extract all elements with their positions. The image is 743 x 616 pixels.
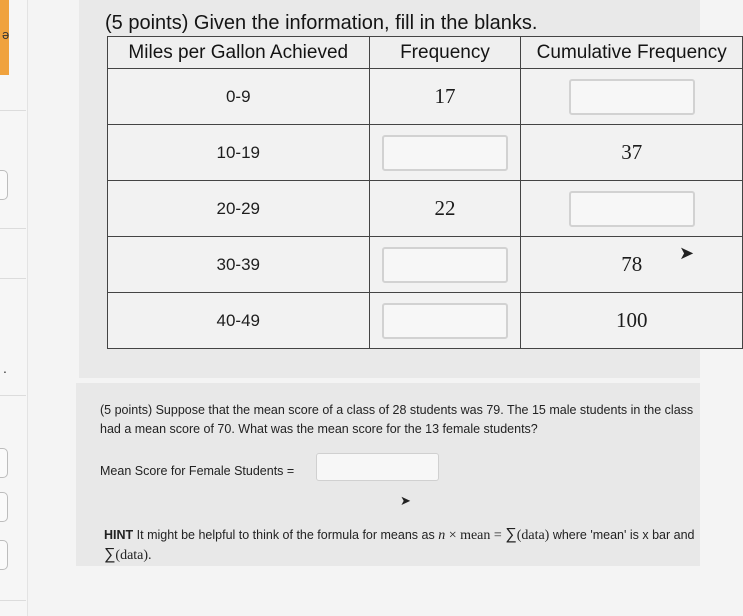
range-cell: 10-19 bbox=[216, 142, 260, 162]
table-header-row bbox=[108, 37, 743, 69]
question-2-text: (5 points) Suppose that the mean score of a class of 28 students was 79. The 15 male students in the class had a mean score of 70. What was the mean score for the 13 female students? bbox=[100, 403, 694, 436]
header-cumulative: Cumulative Frequency bbox=[521, 37, 743, 69]
frequency-input[interactable] bbox=[382, 303, 508, 339]
frequency-input[interactable] bbox=[382, 247, 508, 283]
mean-score-input[interactable] bbox=[316, 453, 439, 481]
side-dot: . bbox=[3, 360, 7, 376]
side-divider bbox=[0, 228, 26, 229]
hint-label: HINT bbox=[104, 528, 134, 542]
mean-score-label: Mean Score for Female Students = bbox=[100, 464, 295, 478]
range-cell: 0-9 bbox=[225, 86, 251, 106]
mouse-cursor-icon: ➤ bbox=[679, 243, 695, 263]
table-row bbox=[108, 125, 743, 181]
header-mpg: Miles per Gallon Achieved bbox=[108, 37, 370, 69]
mouse-cursor-icon: ➤ bbox=[400, 493, 411, 508]
side-handle[interactable] bbox=[0, 492, 8, 522]
side-glyph: ə bbox=[2, 27, 10, 42]
hint-part-1: It might be helpful to think of the formula for means as bbox=[133, 528, 439, 542]
side-handle[interactable] bbox=[0, 170, 8, 200]
side-panel-strip bbox=[0, 0, 28, 616]
frequency-value: 17 bbox=[434, 84, 456, 108]
header-frequency: Frequency bbox=[369, 37, 521, 69]
side-divider bbox=[0, 278, 26, 279]
frequency-table bbox=[107, 36, 743, 349]
side-handle[interactable] bbox=[0, 540, 8, 570]
cumulative-value: 37 bbox=[621, 140, 643, 164]
question-2-card bbox=[76, 383, 700, 566]
sigma-icon: ∑ bbox=[104, 546, 116, 563]
hint-data: (data) bbox=[516, 528, 550, 543]
range-cell: 30-39 bbox=[216, 254, 260, 274]
cumulative-input[interactable] bbox=[569, 191, 695, 227]
cumulative-input[interactable] bbox=[569, 79, 695, 115]
side-divider bbox=[0, 600, 26, 601]
cumulative-value: 100 bbox=[615, 308, 648, 332]
table-row bbox=[108, 293, 743, 349]
table-row bbox=[108, 181, 743, 237]
hint-n: n bbox=[438, 528, 446, 543]
hint-part-2: where 'mean' is x bar and bbox=[549, 528, 695, 542]
cumulative-value: 78 bbox=[621, 252, 643, 276]
side-divider bbox=[0, 395, 26, 396]
table-row bbox=[108, 69, 743, 125]
hint-data: (data). bbox=[115, 548, 152, 563]
range-cell: 40-49 bbox=[216, 310, 260, 330]
side-handle[interactable] bbox=[0, 448, 8, 478]
hint-times-mean: × mean = bbox=[448, 528, 502, 543]
question-1-card bbox=[79, 0, 727, 378]
sigma-icon: ∑ bbox=[505, 526, 517, 543]
question-1-title: (5 points) Given the information, fill in the blanks. bbox=[105, 12, 538, 34]
hint-text bbox=[104, 525, 700, 565]
frequency-input[interactable] bbox=[382, 135, 508, 171]
range-cell: 20-29 bbox=[216, 198, 260, 218]
table-row bbox=[108, 237, 743, 293]
side-divider bbox=[0, 110, 26, 111]
frequency-value: 22 bbox=[434, 196, 456, 220]
